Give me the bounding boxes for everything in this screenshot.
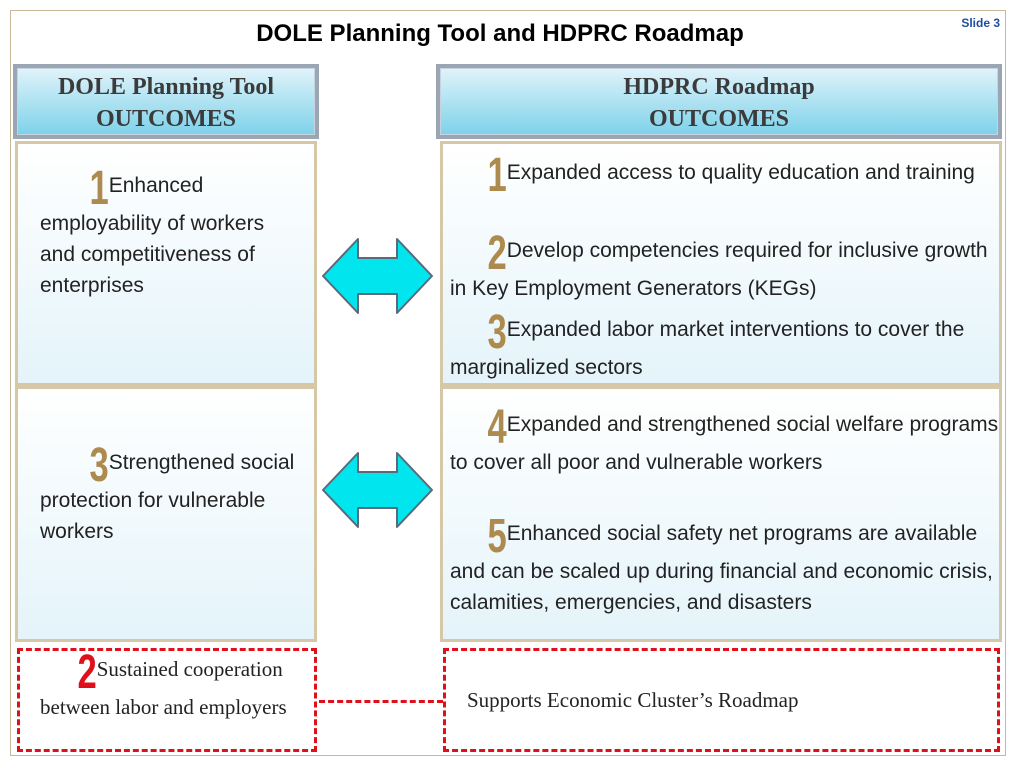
slide-title: DOLE Planning Tool and HDPRC Roadmap	[256, 20, 744, 47]
dole-outcome-3	[40, 439, 300, 547]
outcome-text: Develop competencies required for inclusive growth in Key Employment Generators (KEGs)	[450, 239, 988, 300]
slide-number: Slide 3	[961, 16, 1000, 30]
outcome-text: Enhanced employability of workers and competitiveness of enterprises	[40, 174, 265, 297]
outcome-text: Enhanced social safety net programs are available and can be scaled up during financial and economic crisis, calamities, emergencies, and disasters	[450, 522, 993, 614]
outcome-number: 3	[89, 439, 109, 492]
hdprc-outcomes-header	[440, 68, 998, 135]
outcome-text: Expanded access to quality education and training	[506, 161, 975, 184]
dole-outcomes-header	[17, 68, 315, 135]
hdprc-outcome-5	[450, 510, 1002, 618]
hdprc-header-line2: OUTCOMES	[648, 106, 789, 132]
hdprc-outcome-4	[450, 401, 1002, 478]
outcome-number: 5	[487, 510, 507, 563]
double-arrow-icon	[320, 450, 435, 530]
economic-cluster-text: Supports Economic Cluster’s Roadmap	[467, 688, 799, 712]
double-arrow-icon	[320, 236, 435, 316]
outcome-number: 1	[89, 162, 109, 215]
hdprc-outcome-2	[450, 227, 1002, 304]
outcome-number: 4	[487, 401, 507, 454]
dole-outcome-1	[40, 162, 300, 301]
outcome-text: Expanded labor market interventions to cover the marginalized sectors	[450, 318, 965, 379]
dashed-connector	[319, 700, 443, 703]
hdprc-header-line1: HDPRC Roadmap	[623, 74, 815, 100]
outcome-text: Expanded and strengthened social welfare programs to cover all poor and vulnerable workers	[450, 413, 999, 474]
outcome-number: 2	[487, 227, 507, 280]
outcome-number: 1	[487, 149, 507, 202]
dole-outcome-2	[40, 646, 312, 723]
outcome-text: Strengthened social protection for vulnerable workers	[40, 451, 295, 543]
outcome-number: 3	[487, 306, 507, 359]
hdprc-outcome-3	[450, 306, 1006, 383]
dole-header-line2: OUTCOMES	[95, 106, 236, 132]
outcome-text: Sustained cooperation between labor and employers	[40, 657, 287, 719]
hdprc-outcome-1	[450, 149, 1002, 202]
dole-header-line1: DOLE Planning Tool	[57, 74, 275, 100]
outcome-number: 2	[77, 646, 97, 699]
